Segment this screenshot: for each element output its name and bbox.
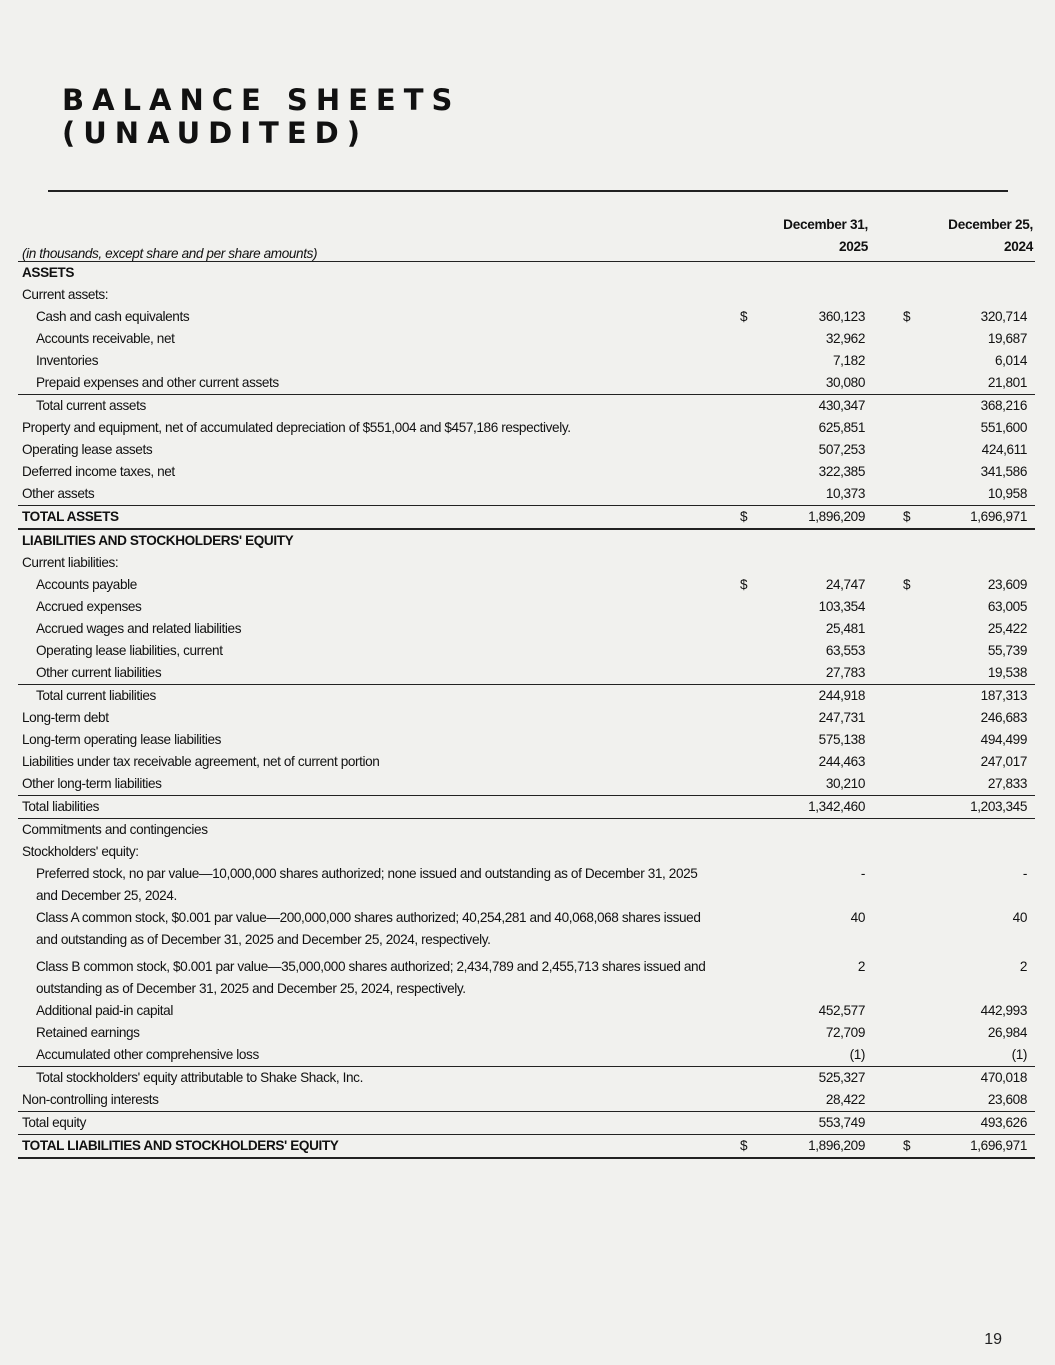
value-2025: 10,373 <box>825 486 865 501</box>
value-2025: 575,138 <box>818 732 865 747</box>
row-label: Total stockholders' equity attributable to Shake Shack, Inc. <box>36 1070 363 1085</box>
value-2025: 32,962 <box>825 331 865 346</box>
page-number: 19 <box>984 1331 1002 1348</box>
table-row <box>18 1000 1035 1022</box>
table-row <box>18 262 1035 284</box>
row-label: Accounts receivable, net <box>36 331 175 346</box>
row-label: Long-term debt <box>22 710 109 725</box>
value-2025: 1,896,209 <box>808 1138 865 1153</box>
table-row <box>18 907 1035 951</box>
row-label: Current assets: <box>22 287 109 302</box>
table-row <box>18 439 1035 461</box>
row-label: Commitments and contingencies <box>22 822 208 837</box>
row-label: Preferred stock, no par value—10,000,000 shares authorized; none issued and outstanding as of December 31, 2025 and December 25, 2024. <box>36 866 698 903</box>
value-2025: 360,123 <box>818 309 865 324</box>
value-2024: 1,696,971 <box>970 509 1027 524</box>
value-2025: 625,851 <box>818 420 865 435</box>
value-2025: 30,080 <box>825 375 865 390</box>
table-row <box>18 372 1035 394</box>
currency-symbol: $ <box>903 1138 911 1153</box>
table-row <box>18 328 1035 350</box>
row-label: Class A common stock, $0.001 par value—200,000,000 shares authorized; 40,254,281 and 40,068,068 shares issued and outstanding as of December 31, 2025 and December 25, 2024, respectively. <box>36 910 701 947</box>
value-2024: 6,014 <box>994 353 1027 368</box>
value-2024: 246,683 <box>980 710 1027 725</box>
row-label: Non-controlling interests <box>22 1092 159 1107</box>
value-2025: 507,253 <box>818 442 865 457</box>
value-2024: 470,018 <box>980 1070 1027 1085</box>
value-2024: 1,696,971 <box>970 1138 1027 1153</box>
table-row <box>18 505 1035 530</box>
value-2025: 103,354 <box>818 599 865 614</box>
title-line-1: BALANCE SHEETS <box>62 83 461 117</box>
table-row <box>18 552 1035 574</box>
table-row <box>18 956 1035 1000</box>
value-2024: 494,499 <box>980 732 1027 747</box>
table-row <box>18 795 1035 818</box>
row-label: Total current liabilities <box>36 688 156 703</box>
row-label: Additional paid-in capital <box>36 1003 173 1018</box>
value-2024: 442,993 <box>980 1003 1027 1018</box>
value-2024: 23,609 <box>987 577 1027 592</box>
value-2024: 55,739 <box>987 643 1027 658</box>
value-2024: 19,538 <box>987 665 1027 680</box>
row-label: Accrued expenses <box>36 599 142 614</box>
currency-symbol: $ <box>903 509 911 524</box>
units-note: (in thousands, except share and per share amounts) <box>22 246 318 261</box>
value-2024: 21,801 <box>987 375 1027 390</box>
row-label: Total liabilities <box>22 799 100 814</box>
row-label: ASSETS <box>22 265 74 280</box>
table-row <box>18 1089 1035 1111</box>
table-row <box>18 662 1035 684</box>
value-2025: 28,422 <box>825 1092 865 1107</box>
table-row <box>18 684 1035 707</box>
row-label: Deferred income taxes, net <box>22 464 175 479</box>
currency-symbol: $ <box>903 309 911 324</box>
value-2025: 244,463 <box>818 754 865 769</box>
table-row <box>18 596 1035 618</box>
balance-sheet-table <box>18 238 1035 1159</box>
value-2025: 30,210 <box>825 776 865 791</box>
value-2024: 19,687 <box>987 331 1027 346</box>
table-row <box>18 1111 1035 1134</box>
value-2024: 187,313 <box>980 688 1027 703</box>
row-label: TOTAL LIABILITIES AND STOCKHOLDERS' EQUITY <box>22 1138 339 1153</box>
table-body <box>18 262 1035 1159</box>
title-divider <box>48 190 1008 192</box>
row-label: Cash and cash equivalents <box>36 309 190 324</box>
value-2024: 551,600 <box>980 420 1027 435</box>
value-2025: 40 <box>850 910 865 925</box>
row-label: Total current assets <box>36 398 146 413</box>
table-row <box>18 707 1035 729</box>
row-label: Prepaid expenses and other current assets <box>36 375 279 390</box>
value-2025: (1) <box>849 1047 865 1062</box>
value-2024: 63,005 <box>987 599 1027 614</box>
row-label: Accrued wages and related liabilities <box>36 621 242 636</box>
row-label: Current liabilities: <box>22 555 119 570</box>
row-label: Inventories <box>36 353 99 368</box>
table-row <box>18 1044 1035 1066</box>
value-2024: (1) <box>1011 1047 1027 1062</box>
value-2025: 24,747 <box>825 577 865 592</box>
table-row <box>18 773 1035 795</box>
value-2024: 26,984 <box>987 1025 1027 1040</box>
value-2024: 27,833 <box>987 776 1027 791</box>
col1-header-date: December 31, <box>783 217 868 232</box>
row-label: Operating lease liabilities, current <box>36 643 223 658</box>
row-label: Retained earnings <box>36 1025 140 1040</box>
table-row <box>18 1066 1035 1089</box>
row-label: LIABILITIES AND STOCKHOLDERS' EQUITY <box>22 533 294 548</box>
value-2024: 10,958 <box>987 486 1027 501</box>
col2-header-year: 2024 <box>1003 239 1033 254</box>
title-line-2: (UNAUDITED) <box>62 116 368 150</box>
value-2024: 341,586 <box>980 464 1027 479</box>
value-2025: 430,347 <box>818 398 865 413</box>
table-row <box>18 306 1035 328</box>
currency-symbol: $ <box>903 577 911 592</box>
col2-header-date: December 25, <box>948 217 1033 232</box>
table-row <box>18 530 1035 552</box>
table-row <box>18 417 1035 439</box>
table-row <box>18 618 1035 640</box>
row-label: Other assets <box>22 486 95 501</box>
table-row <box>18 729 1035 751</box>
value-2024: 368,216 <box>980 398 1027 413</box>
value-2025: 244,918 <box>818 688 865 703</box>
row-label: Operating lease assets <box>22 442 153 457</box>
value-2024: 40 <box>1012 910 1027 925</box>
table-row <box>18 574 1035 596</box>
value-2025: 2 <box>857 959 865 974</box>
value-2025: 525,327 <box>818 1070 865 1085</box>
row-label: Class B common stock, $0.001 par value—35,000,000 shares authorized; 2,434,789 and 2,455,713 shares issued and outstanding as of December 31, 2025 and December 25, 2024, respectively. <box>36 959 706 996</box>
currency-symbol: $ <box>740 1138 748 1153</box>
row-label: Long-term operating lease liabilities <box>22 732 222 747</box>
page-title <box>62 84 460 150</box>
value-2024: 493,626 <box>980 1115 1027 1130</box>
currency-symbol: $ <box>740 509 748 524</box>
table-row <box>18 461 1035 483</box>
row-label: Accumulated other comprehensive loss <box>36 1047 259 1062</box>
value-2025: 1,342,460 <box>808 799 865 814</box>
row-label: Liabilities under tax receivable agreement, net of current portion <box>22 754 380 769</box>
currency-symbol: $ <box>740 309 748 324</box>
table-row <box>18 1022 1035 1044</box>
value-2025: 72,709 <box>825 1025 865 1040</box>
table-row <box>18 483 1035 505</box>
row-label: Other long-term liabilities <box>22 776 162 791</box>
value-2024: 23,608 <box>987 1092 1027 1107</box>
value-2025: 322,385 <box>818 464 865 479</box>
value-2025: 553,749 <box>818 1115 865 1130</box>
col1-header-year: 2025 <box>838 239 868 254</box>
table-header <box>18 238 1035 262</box>
row-label: Total equity <box>22 1115 86 1130</box>
table-row <box>18 350 1035 372</box>
value-2025: - <box>860 866 865 881</box>
value-2024: 320,714 <box>980 309 1027 324</box>
value-2024: 247,017 <box>980 754 1027 769</box>
value-2024: - <box>1022 866 1027 881</box>
value-2024: 25,422 <box>987 621 1027 636</box>
table-row <box>18 284 1035 306</box>
value-2025: 7,182 <box>832 353 865 368</box>
row-label: Property and equipment, net of accumulated depreciation of $551,004 and $457,186 respectively. <box>22 420 571 435</box>
table-row <box>18 751 1035 773</box>
table-row <box>18 841 1035 863</box>
currency-symbol: $ <box>740 577 748 592</box>
value-2025: 63,553 <box>825 643 865 658</box>
value-2025: 1,896,209 <box>808 509 865 524</box>
row-label: TOTAL ASSETS <box>22 509 119 524</box>
table-row <box>18 818 1035 841</box>
row-label: Other current liabilities <box>36 665 162 680</box>
row-label: Stockholders' equity: <box>22 844 139 859</box>
value-2025: 247,731 <box>818 710 865 725</box>
value-2024: 424,611 <box>981 442 1027 457</box>
table-row <box>18 394 1035 417</box>
row-label: Accounts payable <box>36 577 137 592</box>
table-row <box>18 863 1035 907</box>
value-2025: 25,481 <box>825 621 865 636</box>
value-2025: 27,783 <box>825 665 865 680</box>
value-2024: 2 <box>1019 959 1027 974</box>
table-row <box>18 640 1035 662</box>
table-row <box>18 1134 1035 1159</box>
value-2024: 1,203,345 <box>970 799 1027 814</box>
value-2025: 452,577 <box>818 1003 865 1018</box>
